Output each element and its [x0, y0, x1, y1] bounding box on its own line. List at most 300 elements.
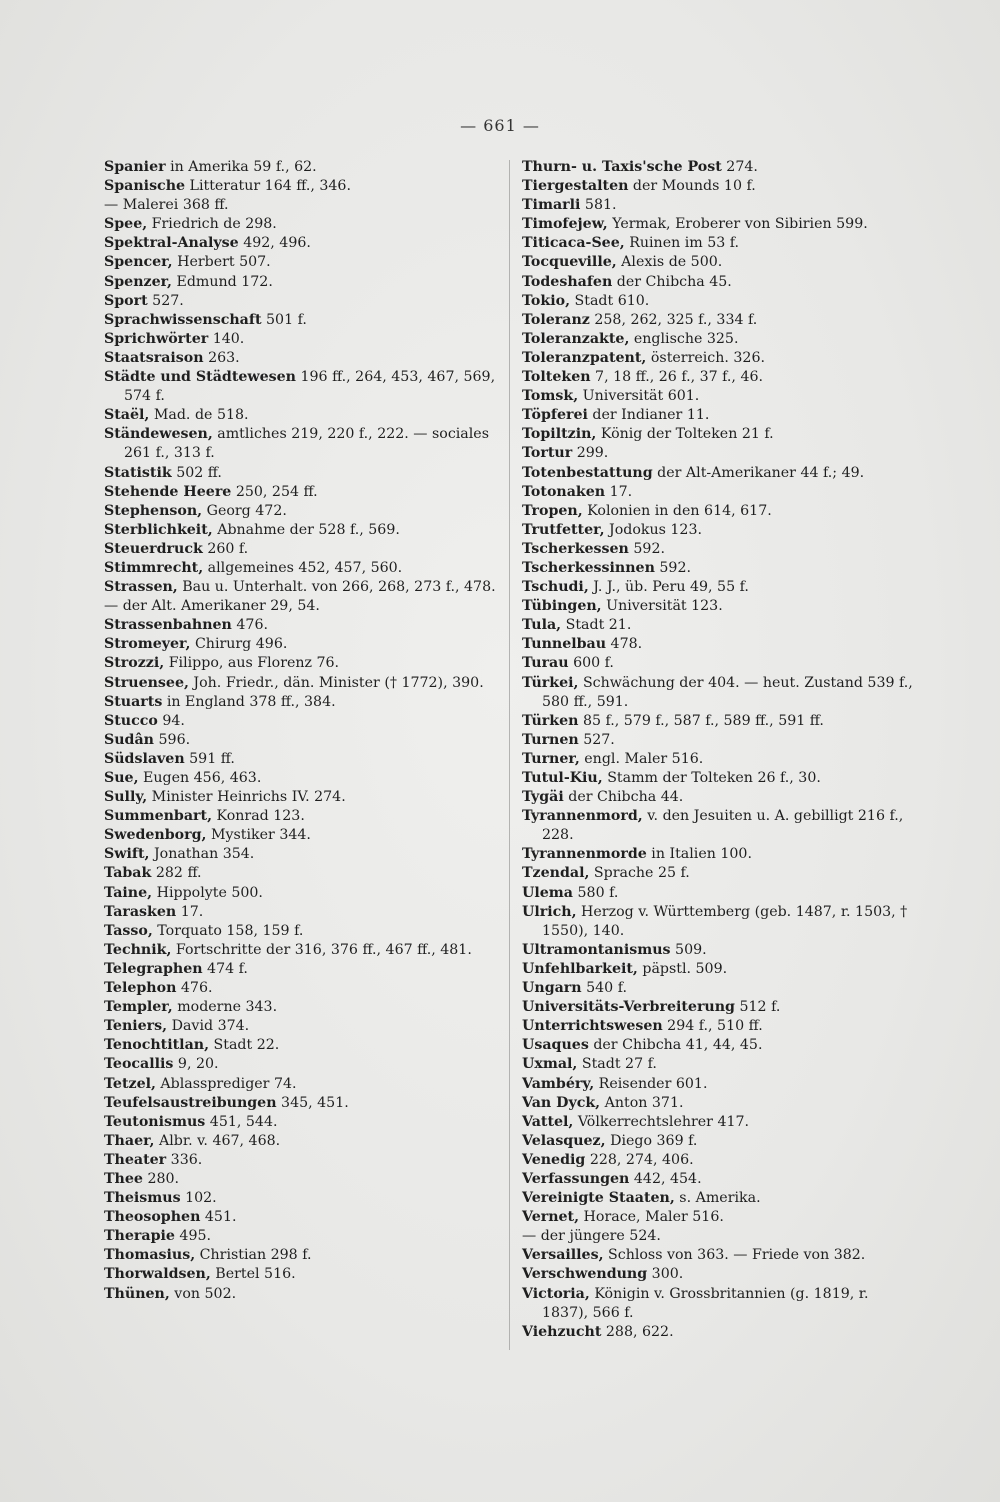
- entry-heading: Spanische: [104, 178, 186, 195]
- index-entry: [104, 1113, 496, 1132]
- entry-heading: Stehende Heere: [104, 483, 232, 500]
- entry-heading: Thee: [104, 1170, 143, 1187]
- entry-heading: Teocallis: [104, 1056, 174, 1073]
- index-entry: [104, 712, 496, 731]
- index-entry: [104, 750, 496, 769]
- entry-references: 474 f.: [202, 960, 248, 977]
- entry-references: Filippo, aus Florenz 76.: [164, 655, 340, 672]
- entry-heading: Turner,: [522, 750, 580, 767]
- entry-heading: Spencer,: [104, 254, 173, 271]
- entry-heading: Stimmrecht,: [104, 559, 204, 576]
- entry-references: 263.: [203, 349, 240, 366]
- entry-heading: Tiergestalten: [522, 178, 629, 195]
- index-entry: [522, 960, 918, 979]
- index-entry: [522, 597, 918, 616]
- entry-heading: Sue,: [104, 770, 139, 786]
- entry-references: — der Alt. Amerikaner 29, 54.: [104, 598, 320, 615]
- entry-references: 492, 496.: [238, 235, 311, 252]
- entry-heading: Venedig: [522, 1151, 586, 1168]
- entry-references: 451, 544.: [205, 1113, 278, 1130]
- entry-references: Ablassprediger 74.: [155, 1075, 297, 1092]
- index-entry: [522, 311, 918, 330]
- index-entry: [104, 234, 496, 253]
- index-entry: [522, 1170, 918, 1189]
- index-entry: [522, 1094, 918, 1113]
- entry-references: 592.: [628, 540, 665, 557]
- entry-references: Mystiker 344.: [206, 827, 311, 844]
- index-entry: [104, 654, 496, 673]
- entry-heading: Todeshafen: [522, 273, 613, 290]
- index-entry: [522, 177, 918, 196]
- entry-heading: Vereinigte Staaten,: [522, 1190, 675, 1207]
- entry-heading: Toleranzakte,: [522, 330, 630, 347]
- index-entry: [104, 368, 496, 406]
- entry-heading: Topiltzin,: [522, 426, 597, 443]
- index-entry: [104, 502, 496, 521]
- index-entry: [522, 864, 918, 883]
- entry-references: 294 f., 510 ff.: [662, 1018, 763, 1035]
- entry-references: 9, 20.: [173, 1056, 219, 1073]
- entry-references: Universität 601.: [578, 388, 700, 405]
- entry-heading: Strassen,: [104, 579, 178, 596]
- entry-references: 17.: [176, 903, 204, 920]
- entry-heading: Unterrichtswesen: [522, 1018, 663, 1035]
- index-entry: [104, 578, 496, 597]
- index-entry: [522, 464, 918, 483]
- entry-references: s. Amerika.: [674, 1190, 761, 1207]
- entry-heading: Tocqueville,: [522, 254, 617, 271]
- entry-heading: Sport: [104, 292, 148, 309]
- entry-heading: Templer,: [104, 999, 173, 1016]
- entry-heading: Toleranzpatent,: [522, 349, 647, 366]
- entry-heading: Tübingen,: [522, 598, 602, 615]
- index-entry: [522, 616, 918, 635]
- entry-heading: Telephon: [104, 980, 177, 997]
- index-entry: [522, 807, 918, 845]
- entry-references: Torquato 158, 159 f.: [152, 922, 304, 939]
- index-column-right: [522, 158, 918, 1342]
- entry-heading: Swedenborg,: [104, 827, 207, 844]
- index-entry: [104, 1036, 496, 1055]
- entry-references: 140.: [208, 330, 245, 347]
- index-entry: [104, 406, 496, 425]
- entry-references: Yermak, Eroberer von Sibirien 599.: [607, 216, 868, 233]
- entry-references: 527.: [578, 731, 615, 748]
- entry-heading: Tomsk,: [522, 388, 579, 405]
- index-entry: [104, 1285, 496, 1304]
- entry-heading: Sudân: [104, 731, 154, 748]
- entry-heading: Tyrannenmorde: [522, 846, 647, 863]
- index-entry: [104, 635, 496, 654]
- entry-heading: Tygäi: [522, 789, 564, 806]
- index-entry: [522, 979, 918, 998]
- index-entry: [104, 1055, 496, 1074]
- entry-heading: Totonaken: [522, 483, 606, 500]
- index-entry: [104, 884, 496, 903]
- index-entry: [104, 845, 496, 864]
- entry-heading: Swift,: [104, 846, 150, 863]
- entry-references: 260 f.: [202, 540, 249, 557]
- entry-references: englische 325.: [629, 330, 739, 347]
- entry-references: Fortschritte der 316, 376 ff., 467 ff., 481.: [171, 941, 472, 958]
- index-entry: [522, 731, 918, 750]
- entry-references: v. den Jesuiten u. A. gebilligt 216 f., 228.: [542, 808, 904, 844]
- index-entry: [522, 1113, 918, 1132]
- index-entry: [104, 196, 496, 215]
- index-entry: [104, 1208, 496, 1227]
- entry-heading: Summenbart,: [104, 808, 213, 825]
- entry-references: Joh. Friedr., dän. Minister († 1772), 390.: [188, 674, 484, 691]
- entry-references: Christian 298 f.: [195, 1247, 312, 1264]
- entry-heading: Tabak: [104, 865, 152, 882]
- entry-heading: Verfassungen: [522, 1170, 630, 1187]
- index-entry: [104, 979, 496, 998]
- index-entry: [104, 674, 496, 693]
- entry-references: Albr. v. 467, 468.: [154, 1132, 281, 1149]
- index-entry: [522, 845, 918, 864]
- index-entry: [522, 349, 918, 368]
- entry-references: Sprache 25 f.: [589, 865, 690, 882]
- index-entry: [522, 425, 918, 444]
- index-entry: [104, 826, 496, 845]
- index-entry: [522, 998, 918, 1017]
- index-entry: [522, 1055, 918, 1074]
- index-entry: [522, 387, 918, 406]
- index-entry: [522, 674, 918, 712]
- entry-heading: Universitäts-Verbreiterung: [522, 999, 735, 1016]
- entry-heading: Ulema: [522, 884, 573, 901]
- entry-references: 85 f., 579 f., 587 f., 589 ff., 591 ff.: [578, 712, 824, 729]
- entry-heading: Steuerdruck: [104, 540, 203, 557]
- index-entry: [522, 559, 918, 578]
- entry-heading: Turnen: [522, 731, 579, 748]
- entry-references: 476.: [231, 617, 268, 634]
- entry-heading: Toleranz: [522, 311, 590, 328]
- entry-references: Ruinen im 53 f.: [624, 235, 740, 252]
- entry-references: Universität 123.: [601, 598, 723, 615]
- index-entry: [522, 769, 918, 788]
- entry-heading: Viehzucht: [522, 1323, 602, 1340]
- entry-heading: Tarasken: [104, 903, 177, 920]
- entry-references: Horace, Maler 516.: [579, 1209, 724, 1226]
- entry-heading: Van Dyck,: [522, 1094, 601, 1111]
- entry-heading: Timarli: [522, 197, 581, 214]
- entry-references: Eugen 456, 463.: [138, 770, 262, 786]
- entry-heading: Tscherkessen: [522, 540, 629, 557]
- entry-heading: Struensee,: [104, 674, 189, 691]
- index-entry: [522, 1132, 918, 1151]
- index-entry: [522, 712, 918, 731]
- index-entry: [522, 196, 918, 215]
- entry-references: 228, 274, 406.: [585, 1151, 694, 1168]
- entry-heading: Tscherkessinnen: [522, 559, 655, 576]
- index-entry: [104, 425, 496, 463]
- index-entry: [522, 941, 918, 960]
- entry-references: 527.: [147, 292, 184, 309]
- entry-references: Stamm der Tolteken 26 f., 30.: [602, 770, 821, 786]
- index-entry: [522, 1246, 918, 1265]
- entry-references: Stadt 22.: [209, 1037, 280, 1054]
- index-entry: [104, 998, 496, 1017]
- index-entry: [522, 483, 918, 502]
- index-entry: [522, 884, 918, 903]
- entry-heading: Tzendal,: [522, 865, 590, 882]
- entry-heading: Staël,: [104, 407, 150, 424]
- entry-references: 502 ff.: [171, 464, 222, 481]
- entry-references: Völkerrechtslehrer 417.: [573, 1113, 750, 1130]
- index-entry: [104, 330, 496, 349]
- index-entry: [104, 158, 496, 177]
- entry-references: Kolonien in den 614, 617.: [582, 502, 772, 519]
- entry-references: 282 ff.: [151, 865, 202, 882]
- entry-heading: Städte und Städtewesen: [104, 369, 296, 386]
- entry-heading: Stuarts: [104, 693, 163, 710]
- entry-references: 581.: [580, 197, 617, 214]
- entry-references: 250, 254 ff.: [231, 483, 318, 500]
- entry-references: Jodokus 123.: [604, 521, 702, 538]
- page-number: — 661 —: [460, 116, 540, 135]
- index-entry: [104, 177, 496, 196]
- index-entry: [522, 215, 918, 234]
- entry-heading: Stucco: [104, 712, 158, 729]
- entry-references: der Chibcha 44.: [563, 789, 684, 806]
- entry-references: 478.: [606, 636, 643, 653]
- entry-heading: Vambéry,: [522, 1075, 595, 1092]
- entry-references: 102.: [180, 1190, 217, 1207]
- entry-references: der Mounds 10 f.: [628, 178, 756, 195]
- entry-heading: Sterblichkeit,: [104, 521, 213, 538]
- entry-references: 300.: [647, 1266, 684, 1283]
- index-entry: [104, 1246, 496, 1265]
- entry-references: Minister Heinrichs IV. 274.: [147, 789, 346, 806]
- entry-heading: Totenbestattung: [522, 464, 653, 481]
- entry-references: der Alt-Amerikaner 44 f.; 49.: [652, 464, 865, 481]
- entry-heading: Tropen,: [522, 502, 583, 519]
- entry-heading: Thaer,: [104, 1132, 155, 1149]
- index-entry: [104, 540, 496, 559]
- entry-references: Herbert 507.: [172, 254, 271, 271]
- index-entry: [104, 864, 496, 883]
- index-entry: [522, 1017, 918, 1036]
- index-entry: [104, 292, 496, 311]
- index-entry: [522, 330, 918, 349]
- entry-heading: Theater: [104, 1151, 167, 1168]
- entry-heading: Ulrich,: [522, 903, 577, 920]
- entry-heading: Thurn- u. Taxis'sche Post: [522, 159, 722, 175]
- index-entry: [104, 616, 496, 635]
- entry-references: der Indianer 11.: [587, 407, 710, 424]
- entry-heading: Südslaven: [104, 750, 185, 767]
- entry-heading: Verschwendung: [522, 1266, 648, 1283]
- entry-references: Bertel 516.: [210, 1266, 296, 1283]
- entry-references: Alexis de 500.: [616, 254, 723, 271]
- entry-references: Stadt 610.: [570, 292, 650, 309]
- index-entry: [104, 253, 496, 272]
- entry-heading: Thomasius,: [104, 1247, 196, 1264]
- entry-heading: Stromeyer,: [104, 636, 191, 653]
- entry-heading: Spektral-Analyse: [104, 235, 239, 252]
- entry-references: Bau u. Unterhalt. von 266, 268, 273 f., 478.: [177, 579, 496, 596]
- entry-heading: Ungarn: [522, 980, 582, 997]
- entry-heading: Spanier: [104, 159, 166, 175]
- entry-heading: Tutul-Kiu,: [522, 770, 603, 786]
- entry-references: päpstl. 509.: [637, 960, 728, 977]
- entry-heading: Tunnelbau: [522, 636, 607, 653]
- index-entry: [104, 788, 496, 807]
- entry-heading: Theismus: [104, 1190, 181, 1207]
- entry-references: Hippolyte 500.: [152, 884, 263, 901]
- index-entry: [104, 1265, 496, 1284]
- entry-references: Diego 369 f.: [605, 1132, 698, 1149]
- entry-references: Reisender 601.: [594, 1075, 708, 1092]
- index-entry: [522, 578, 918, 597]
- entry-heading: Teniers,: [104, 1018, 168, 1035]
- entry-references: allgemeines 452, 457, 560.: [203, 559, 403, 576]
- entry-references: 258, 262, 325 f., 334 f.: [589, 311, 758, 328]
- entry-references: 509.: [670, 941, 707, 958]
- entry-heading: Tolteken: [522, 369, 591, 386]
- entry-heading: Thünen,: [104, 1285, 170, 1302]
- index-entry: [522, 1151, 918, 1170]
- entry-references: 94.: [157, 712, 185, 729]
- entry-references: Mad. de 518.: [149, 407, 249, 424]
- entry-references: Georg 472.: [202, 502, 287, 519]
- entry-heading: Sully,: [104, 789, 148, 806]
- index-entry: [104, 1170, 496, 1189]
- entry-heading: Teufelsaustreibungen: [104, 1094, 277, 1111]
- index-entry: [522, 654, 918, 673]
- index-entry: [522, 1075, 918, 1094]
- entry-references: 591 ff.: [184, 750, 235, 767]
- entry-heading: Victoria,: [522, 1285, 590, 1302]
- index-entry: [104, 693, 496, 712]
- entry-references: österreich. 326.: [646, 349, 765, 366]
- entry-references: König der Tolteken 21 f.: [596, 426, 774, 443]
- index-entry: [104, 1189, 496, 1208]
- entry-heading: Velasquez,: [522, 1132, 606, 1149]
- entry-references: Edmund 172.: [171, 273, 273, 290]
- entry-references: 600 f.: [568, 655, 614, 672]
- entry-references: der Chibcha 45.: [612, 273, 732, 290]
- entry-heading: Strassenbahnen: [104, 617, 232, 634]
- index-entry: [104, 1151, 496, 1170]
- entry-heading: Tyrannenmord,: [522, 808, 643, 825]
- entry-references: in England 378 ff., 384.: [162, 693, 336, 710]
- index-entry: [522, 1265, 918, 1284]
- entry-references: Friedrich de 298.: [147, 216, 277, 233]
- index-entry: [522, 273, 918, 292]
- entry-references: engl. Maler 516.: [579, 750, 704, 767]
- entry-references: moderne 343.: [172, 999, 278, 1016]
- entry-references: Jonathan 354.: [149, 846, 255, 863]
- entry-references: in Amerika 59 f., 62.: [165, 159, 317, 175]
- entry-references: David 374.: [167, 1018, 250, 1035]
- entry-references: Chirurg 496.: [190, 636, 288, 653]
- index-entry: [522, 444, 918, 463]
- entry-references: 280.: [142, 1170, 180, 1187]
- entry-references: Litteratur 164 ff., 346.: [185, 178, 351, 195]
- index-entry: [104, 903, 496, 922]
- index-entry: [104, 1227, 496, 1246]
- entry-heading: Tokio,: [522, 292, 571, 309]
- entry-references: Stadt 27 f.: [577, 1056, 657, 1073]
- entry-references: 451.: [200, 1209, 237, 1226]
- index-entry: [104, 1094, 496, 1113]
- index-entry: [522, 158, 918, 177]
- index-entry: [104, 1017, 496, 1036]
- entry-references: 442, 454.: [629, 1170, 702, 1187]
- index-entry: [104, 807, 496, 826]
- entry-heading: Usaques: [522, 1037, 589, 1054]
- entry-references: 299.: [572, 445, 609, 462]
- index-entry: [522, 903, 918, 941]
- entry-references: J. J., üb. Peru 49, 55 f.: [588, 579, 749, 596]
- entry-references: Anton 371.: [600, 1094, 684, 1111]
- entry-references: 476.: [176, 980, 213, 997]
- index-entry: [522, 1285, 918, 1323]
- index-entry: [104, 941, 496, 960]
- entry-heading: Stephenson,: [104, 502, 203, 519]
- index-entry: [104, 597, 496, 616]
- index-entry: [522, 368, 918, 387]
- entry-references: — der jüngere 524.: [522, 1228, 661, 1245]
- entry-references: — Malerei 368 ff.: [104, 197, 229, 214]
- entry-references: in Italien 100.: [646, 846, 752, 863]
- column-divider: [509, 160, 510, 1350]
- entry-heading: Turau: [522, 655, 569, 672]
- entry-heading: Sprachwissenschaft: [104, 311, 262, 328]
- entry-heading: Teutonismus: [104, 1113, 206, 1130]
- entry-references: 540 f.: [581, 980, 627, 997]
- entry-heading: Therapie: [104, 1228, 175, 1245]
- entry-heading: Sprichwörter: [104, 330, 209, 347]
- entry-references: 345, 451.: [276, 1094, 349, 1111]
- entry-heading: Trutfetter,: [522, 521, 605, 538]
- entry-references: 336.: [166, 1151, 203, 1168]
- entry-references: 501 f.: [261, 311, 307, 328]
- entry-heading: Türkei,: [522, 674, 579, 691]
- entry-heading: Töpferei: [522, 407, 588, 424]
- entry-references: 495.: [174, 1228, 212, 1245]
- entry-references: 592.: [654, 559, 691, 576]
- entry-references: 196 ff., 264, 453, 467, 569, 574 f.: [124, 369, 496, 405]
- entry-heading: Theosophen: [104, 1209, 201, 1226]
- entry-heading: Timofejew,: [522, 216, 608, 233]
- entry-heading: Telegraphen: [104, 960, 203, 977]
- entry-references: Schloss von 363. — Friede von 382.: [603, 1247, 866, 1264]
- index-entry: [522, 1227, 918, 1246]
- index-entry: [522, 540, 918, 559]
- entry-references: Schwächung der 404. — heut. Zustand 539 f., 580 ff., 591.: [542, 674, 913, 710]
- entry-heading: Versailles,: [522, 1247, 604, 1264]
- entry-heading: Titicaca-See,: [522, 235, 625, 252]
- entry-heading: Unfehlbarkeit,: [522, 960, 638, 977]
- entry-heading: Tenochtitlan,: [104, 1037, 210, 1054]
- entry-heading: Türken: [522, 712, 579, 729]
- entry-references: Stadt 21.: [561, 617, 632, 634]
- index-entry: [522, 502, 918, 521]
- index-entry: [522, 788, 918, 807]
- entry-references: 17.: [605, 483, 633, 500]
- entry-references: von 502.: [169, 1285, 237, 1302]
- entry-heading: Spenzer,: [104, 273, 172, 290]
- entry-references: 7, 18 ff., 26 f., 37 f., 46.: [590, 369, 764, 386]
- index-entry: [104, 483, 496, 502]
- entry-references: 512 f.: [734, 999, 781, 1016]
- index-entry: [522, 253, 918, 272]
- entry-heading: Spee,: [104, 216, 148, 233]
- index-entry: [104, 1132, 496, 1151]
